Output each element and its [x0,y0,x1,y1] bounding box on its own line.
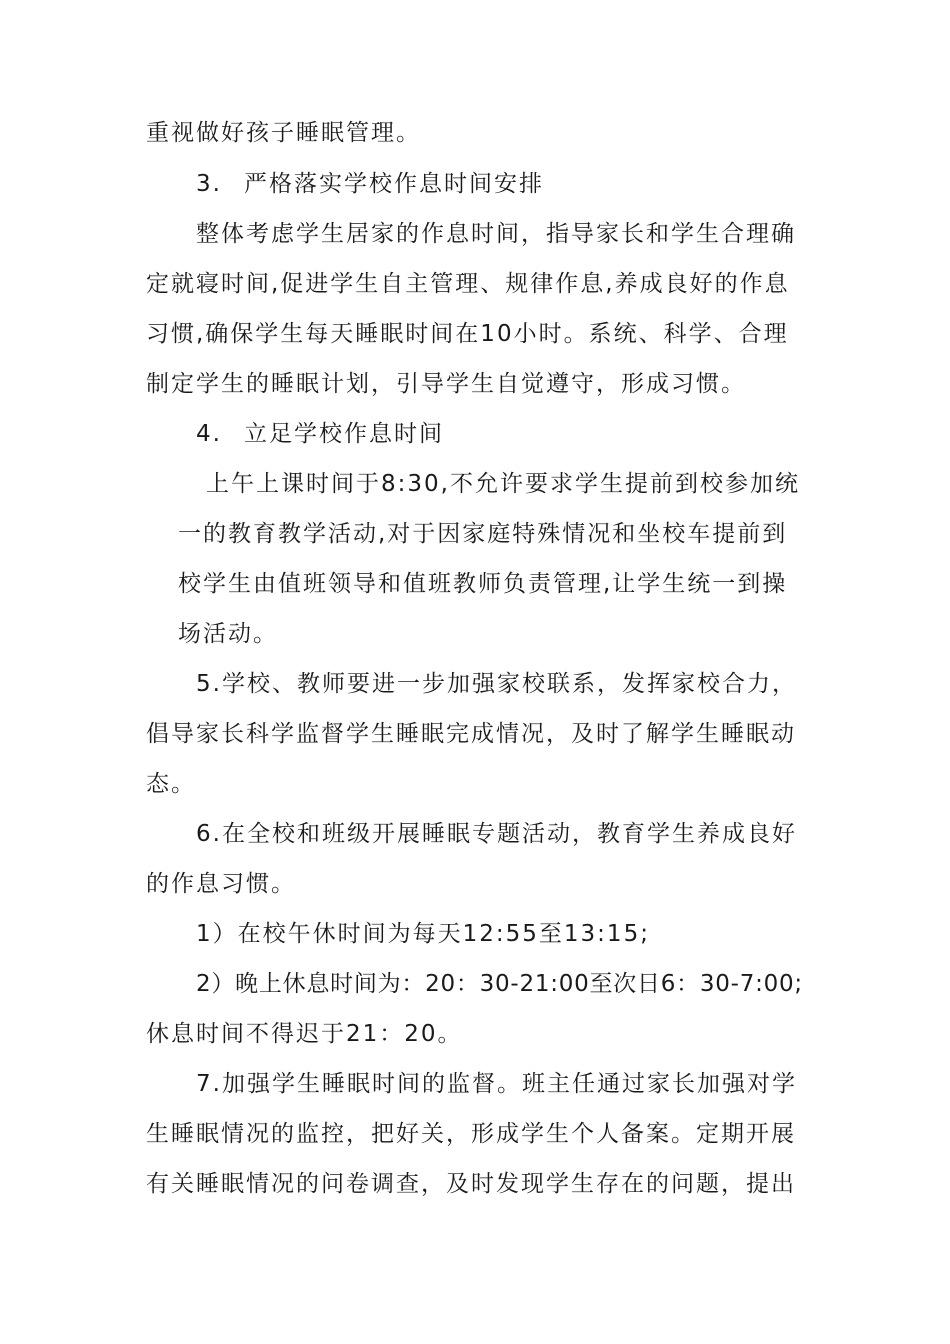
section-number: 3. [196,171,222,197]
paragraph-line: 一的教育教学活动,对于因家庭特殊情况和坐校车提前到 [178,521,788,547]
list-item: 1）在校午休时间为每天12:55至13:15; [196,921,650,947]
paragraph-line: 整体考虑学生居家的作息时间，指导家长和学生合理确 [196,221,796,247]
paragraph-line: 生睡眠情况的监控，把好关，形成学生个人备案。定期开展 [146,1121,796,1147]
paragraph-line: 校学生由值班领导和值班教师负责管理,让学生统一到操 [178,571,788,597]
section-heading-4 [196,419,444,449]
paragraph-line: 习惯,确保学生每天睡眠时间在10小时。系统、科学、合理 [146,321,789,347]
section-title: 立足学校作息时间 [244,421,444,447]
paragraph-line: 态。 [146,771,196,797]
paragraph-line: 场活动。 [178,621,278,647]
paragraph-line: 定就寝时间,促进学生自主管理、规律作息,养成良好的作息 [146,271,790,297]
section-title: 严格落实学校作息时间安排 [244,171,544,197]
paragraph-line: 上午上课时间于8:30,不允许要求学生提前到校参加统 [206,471,800,497]
paragraph-line: 休息时间不得迟于21：20。 [146,1021,463,1047]
paragraph-line: 5.学校、教师要进一步加强家校联系，发挥家校合力， [196,671,797,697]
paragraph-line: 6.在全校和班级开展睡眠专题活动，教育学生养成良好 [196,821,797,847]
paragraph-line: 的作息习惯。 [146,871,296,897]
section-number: 4. [196,421,222,447]
paragraph-line: 倡导家长科学监督学生睡眠完成情况，及时了解学生睡眠动 [146,721,796,747]
section-heading-3 [196,169,544,199]
list-item: 2）晚上休息时间为：20：30-21:00至次日6：30-7:00; [196,971,803,997]
paragraph-line: 重视做好孩子睡眠管理。 [146,120,421,146]
paragraph-line: 7.加强学生睡眠时间的监督。班主任通过家长加强对学 [196,1071,797,1097]
paragraph-line: 有关睡眠情况的问卷调查，及时发现学生存在的问题，提出 [146,1171,796,1197]
paragraph-line: 制定学生的睡眠计划，引导学生自觉遵守，形成习惯。 [146,371,746,397]
